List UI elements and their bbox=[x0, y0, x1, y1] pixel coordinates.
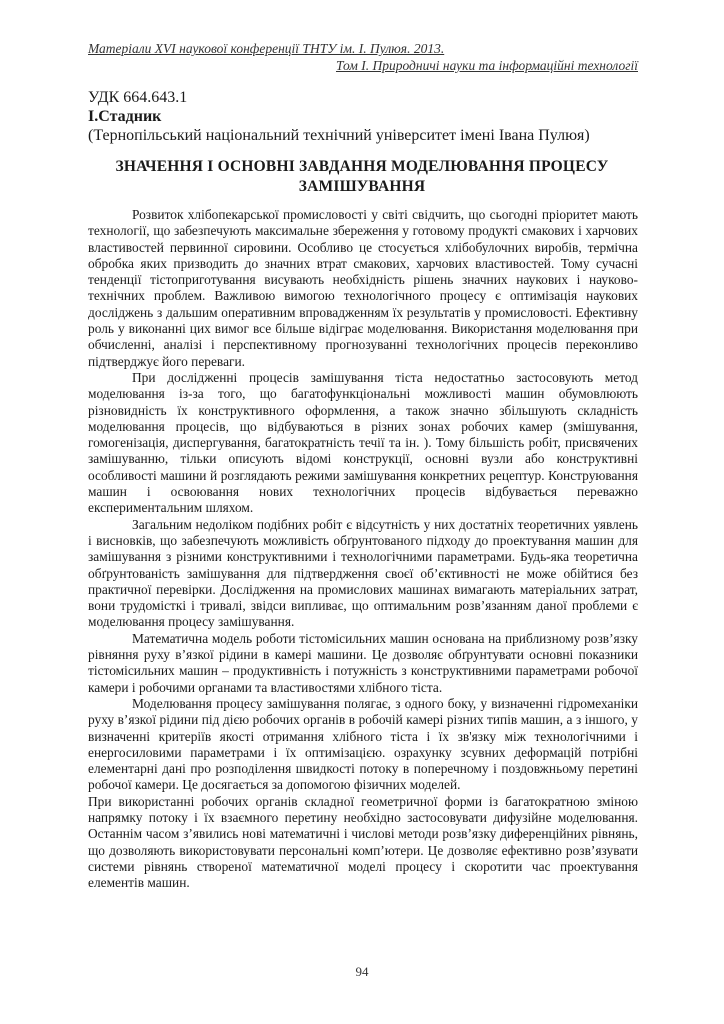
article-title: ЗНАЧЕННЯ І ОСНОВНІ ЗАВДАННЯ МОДЕЛЮВАННЯ ПРОЦЕСУ ЗАМІШУВАННЯ bbox=[115, 158, 609, 195]
body-paragraph: Математична модель роботи тістомісильних машин основана на приблизному розв’язку рівняння руху в’язкої рідини в камері машини. Це дозволяє обґрунтувати основні показники тістомісильних машин – продуктивність і потужність з конструктивними параметрами робочої камери і робочими органами та властивостями хлібного тіста. bbox=[88, 630, 638, 695]
page-number: 94 bbox=[355, 964, 369, 979]
body-paragraph: При використанні робочих органів складної геометричної форми із багатократною зміною напрямку потоку і їх взаємного перетину необхідно застосовувати дифузійне моделювання. Останнім часом з’явились нові математичні і числові методи розв’язку диференційних рівнянь, що дозволяють використовувати персональні комп’ютери. Це дозволяє ефективно розв’язувати системи рівнянь створеної математичної моделі процесу і скоротити час проектування елементів машин. bbox=[88, 793, 638, 891]
running-header bbox=[88, 40, 638, 74]
udk-code: УДК 664.643.1 bbox=[88, 89, 188, 106]
body-paragraph: Загальним недоліком подібних робіт є відсутність у них достатніх теоретичних уявлень і висновків, що забезпечують можливість обґрунтованого підходу до проектування машин для замішування з різними конструктивними і технологічними параметрами. Будь-яка теоретична обґрунтованість замішування для підтвердження своєї об’єктивності не може обійтися без практичної перевірки. Дослідження на промислових машинах вимагають матеріальних затрат, вони трудомісткі і тривалі, звідси випливає, що оптимальним розв’язанням даної проблеми є моделювання процесу замішування. bbox=[88, 516, 638, 630]
article-body bbox=[88, 207, 638, 891]
article-meta bbox=[88, 88, 638, 145]
header-conference: Матеріали XVІ наукової конференції ТНТУ ім. І. Пулюя. 2013. bbox=[88, 41, 445, 56]
body-paragraph: При дослідженні процесів замішування тіста недостатньо застосовують метод моделювання із-за того, що багатофункціональні можливості машин обумовлюють різновидність їх конструктивного оформлення, а також значно збільшують складність моделювання процесів, що відбуваються в різних зонах робочих камер (змішування, гомогенізація, диспергування, багатократність течії та ін. ). Тому більшість робіт, присвячених замішуванню, тільки описують відомі конструкції, основні вузли або конструктивні особливості машини й розглядають режими замішування конкретних рецептур. Конструювання машин і освоювання нових технологічних процесів відбувається переважно експериментальним шляхом. bbox=[88, 369, 638, 516]
body-paragraph: Розвиток хлібопекарської промисловості у світі свідчить, що сьогодні пріоритет мають технології, що забезпечують максимальне збереження у готовому продукті смакових і харчових властивостей первинної сировини. Особливо це стосується хлібобулочних виробів, термічна обробка яких призводить до значних втрат смакових, харчових властивостей. Тому сучасні тенденції тістоприготування висувають необхідність рішень значних наукових і науково-технічних проблем. Важливою вимогою технологічного процесу є оптимізація наукових досліджень з дальшим оперативним впровадженням їх результатів у промисловості. Ефективну роль у виконанні цих вимог все більше відіграє моделювання. Використання моделювання при обчисленні, аналізі і перспективному прогнозуванні технологічних процесів переконливо підтверджує його переваги. bbox=[88, 207, 638, 369]
body-paragraph: Моделювання процесу замішування полягає, з одного боку, у визначенні гідромеханіки руху в’язкої рідини під дією робочих органів в робочій камері різних типів машин, а з іншого, у визначенні критеріїв якості отримання хлібного тіста і їх зв'язку між технологічними і енергосиловими параметрами і їх оптимізацією. озрахунку зсувних деформацій потрібні елементарні дані про розподілення швидкості потоку в поперечному і поздовжньому перетині робочої камери. Це досягається за допомогою фізичних моделей. bbox=[88, 695, 638, 793]
header-volume: Том І. Природничі науки та інформаційні технології bbox=[335, 58, 638, 73]
author-affiliation: (Тернопільський національний технічний університет імені Івана Пулюя) bbox=[88, 127, 590, 144]
author-name: І.Стадник bbox=[88, 108, 162, 125]
